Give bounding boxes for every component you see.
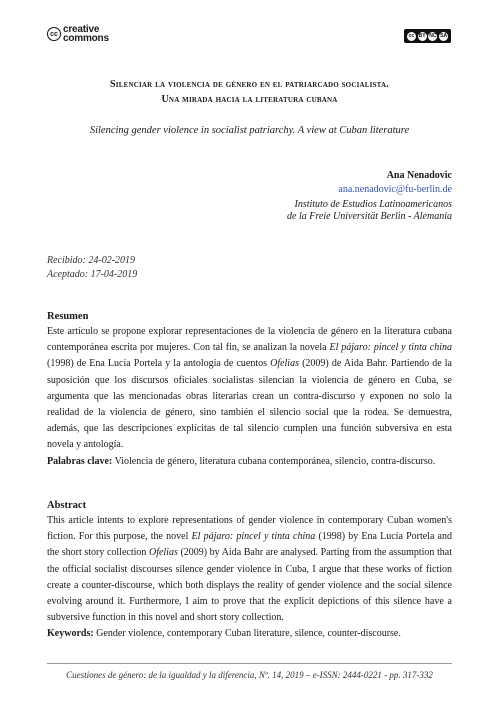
title-english: Silencing gender violence in socialist patriarchy. A view at Cuban literature <box>89 125 410 136</box>
author-name: Ana Nenadovic <box>386 170 452 181</box>
abstract-body: This article intents to explore representations of gender violence in contemporary Cuban women's fiction. For this purpose, the novel El pájaro: pincel y tinta china (1998) by Ena Lucía Portela and the short story collection Ofelias (2009) by Aida Bahr are analysed. Parting from the assumption that the official socialist discourses silence gender violence in Cuba, I argue that these works of fiction create a counter-discourse, which both displays the reality of gender violence and the social silence evolving around it. Furthermore, I aim to prove that the explicit depictions of this silence have a subversive function in this novel and short story collection. Keywords: Gender violence, contemporary Cuban literature, silence, counter-discourse. <box>47 515 452 640</box>
cc-icon: cc <box>408 33 415 39</box>
keywords-text: Violencia de género, literatura cubana contemporánea, silencio, contra-discurso. <box>112 455 436 467</box>
submission-dates <box>47 254 137 282</box>
author-affiliation: Instituto de Estudios Latinoamericanos de la Freie Universität Berlin - Alemania <box>287 199 452 222</box>
accepted-date: Aceptado: 17-04-2019 <box>47 269 138 280</box>
cc-icon: cc <box>47 27 61 41</box>
title-spanish-line-1: Silenciar la violencia de género en el patriarcado socialista. <box>110 79 389 90</box>
received-date: Recibido: 24-02-2019 <box>47 255 136 266</box>
resumen-body: Este artículo se propone explorar representaciones de la violencia de género en la literatura cubana contemporánea escrita por mujeres. Con tal fin, se analizan la novela El pájaro: pincel y tinta china (1998) de Ena Lucía Portela y la antología de cuentos Ofelias (2009) de Aida Bahr. Partiendo de la suposición que los discursos oficiales socialistas silencian la violencia de género en Cuba, se argumenta que las mencionadas obras literarias crean un contra-discurso y exponen no solo la realidad de la violencia de género, sino también el silencio social que la rodea. Se demuestra, además, que las descripciones explícitas de tal silencio cumplen una función subversiva en esta novela y antología. Palabras clave: Violencia de género, literatura cubana contemporánea, silencio, contra-discurso. <box>47 326 452 467</box>
cc-wordmark: creative commons <box>63 24 109 44</box>
journal-citation: Cuestiones de género: de la igualdad y la diferencia, Nº. 14, 2019 – e-ISSN: 2444-0221 - pp. 317-332 <box>66 670 433 680</box>
author-email[interactable]: ana.nenadovic@fu-berlin.de <box>338 184 452 195</box>
abstract-heading: Abstract <box>47 500 87 511</box>
keywords-text: Gender violence, contemporary Cuban literature, silence, counter-discourse. <box>93 628 401 640</box>
work-title: El pájaro: pincel y tinta china <box>329 342 452 354</box>
noncommercial-icon: NC <box>429 33 437 39</box>
title-spanish-line-2: Una mirada hacia la literatura cubana <box>161 94 338 105</box>
creative-commons-logo <box>47 25 109 43</box>
work-title: El pájaro: pincel y tinta china <box>191 531 316 543</box>
resumen-heading: Resumen <box>47 311 89 322</box>
work-title: Ofelias <box>270 358 299 370</box>
footer-divider <box>47 663 452 664</box>
license-badge[interactable] <box>404 29 451 43</box>
work-title: Ofelias <box>148 547 178 559</box>
sharealike-icon: SA <box>440 33 448 39</box>
keywords-label: Keywords: <box>47 628 94 640</box>
attribution-icon: BY <box>418 33 426 39</box>
keywords-label: Palabras clave: <box>47 455 113 467</box>
